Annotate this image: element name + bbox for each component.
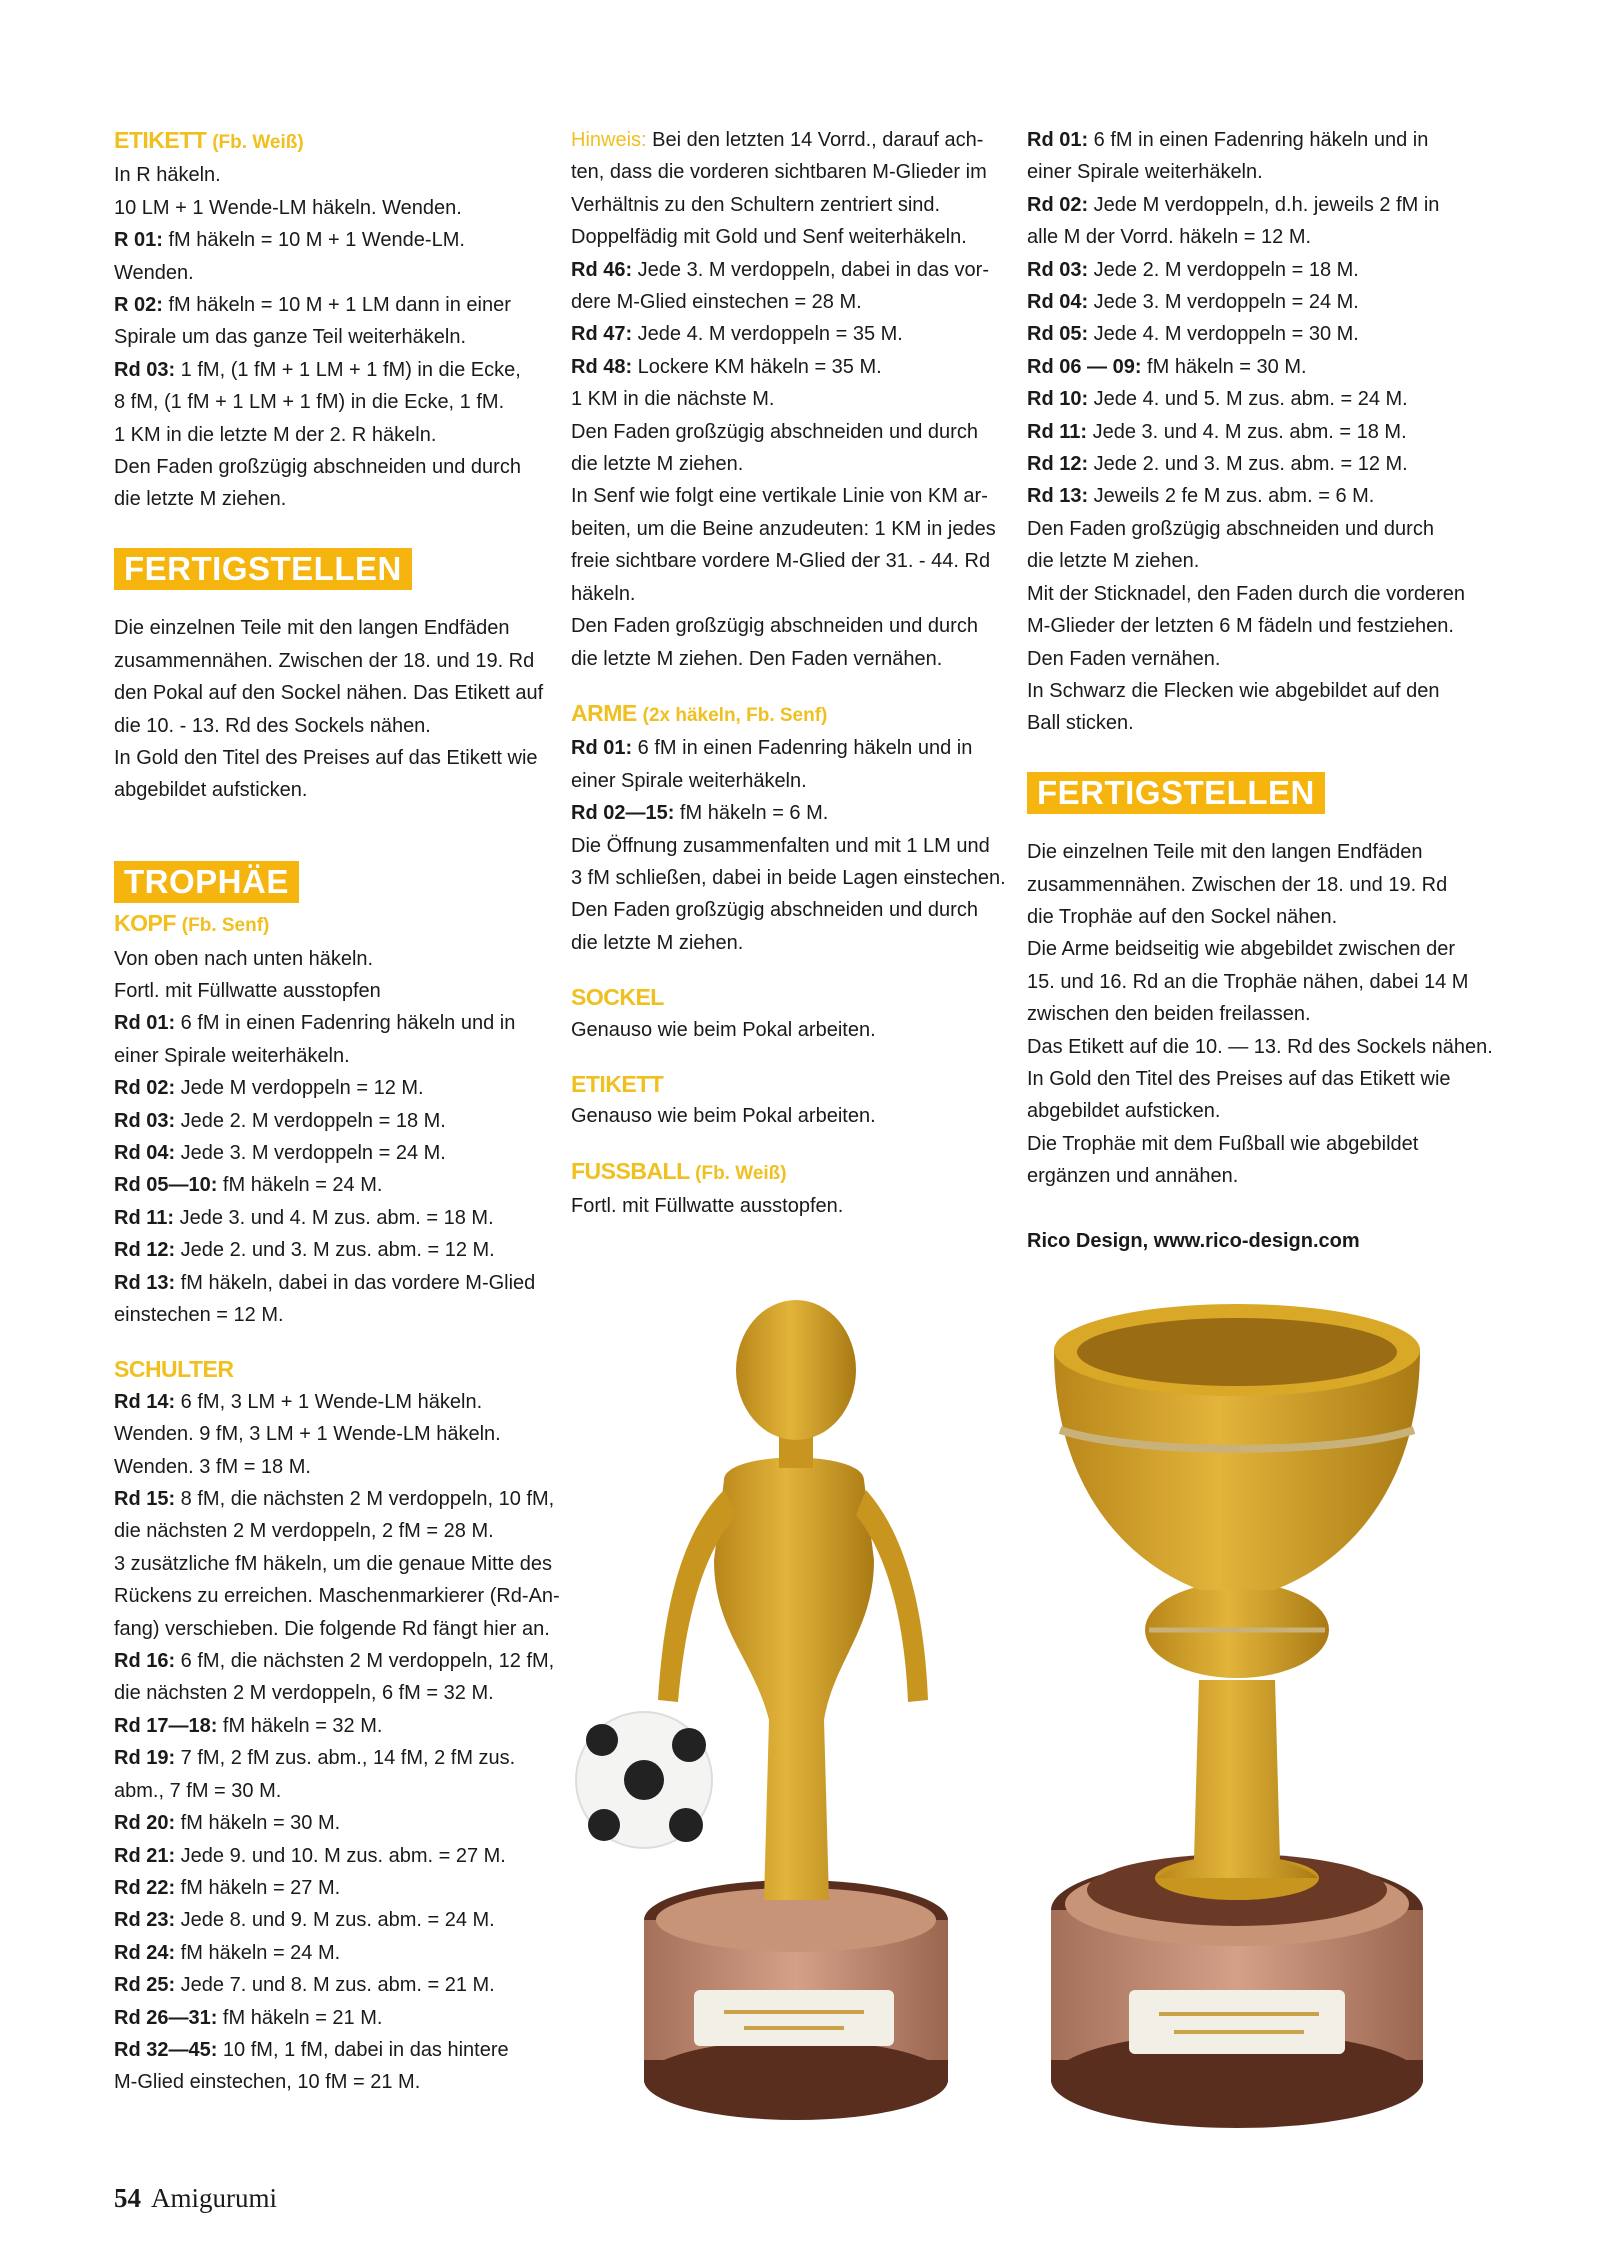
instruction-text: Den Faden großzügig abschneiden und durch <box>114 456 521 479</box>
instruction-text: Jede 4. M verdoppeln = 30 M. <box>1088 323 1359 346</box>
instruction-line <box>114 1904 546 1936</box>
round-label: Rd 04: <box>1027 291 1089 314</box>
instruction-line <box>1027 156 1457 188</box>
hint-block <box>571 124 1001 675</box>
instruction-text: fM häkeln, dabei in das vordere M-Glied <box>175 1271 536 1294</box>
round-label: Rd 06 — 09: <box>1027 355 1142 378</box>
round-label: Rd 02: <box>1027 193 1089 216</box>
instruction-line <box>571 351 1001 383</box>
instruction-text: Die Öffnung zusammenfalten und mit 1 LM und <box>571 834 990 857</box>
magazine-name: Amigurumi <box>151 2183 277 2213</box>
instruction-text: Ball sticken. <box>1027 712 1134 735</box>
round-label: Rd 26—31: <box>114 2006 218 2029</box>
round-label: Rd 13: <box>114 1271 176 1294</box>
instruction-line <box>571 545 1001 577</box>
instruction-line <box>114 1613 550 1645</box>
schulter-instructions <box>114 1386 560 2099</box>
credit-line: Rico Design, www.rico-design.com <box>1027 1229 1360 1252</box>
instruction-line <box>571 286 1001 318</box>
instruction-text: Jeweils 2 fe M zus. abm. = 6 M. <box>1088 485 1375 508</box>
instruction-text: Jede 2. M verdoppeln = 18 M. <box>1088 258 1359 281</box>
instruction-line <box>114 1007 546 1039</box>
instruction-line <box>1027 480 1457 512</box>
instruction-line <box>571 189 1001 221</box>
trophy-photo <box>574 1300 1601 2140</box>
instruction-line <box>114 159 546 191</box>
instruction-text: fM häkeln = 24 M. <box>175 1941 341 1964</box>
instruction-text: 1 KM in die letzte M der 2. R häkeln. <box>114 423 437 446</box>
instruction-line <box>114 1710 546 1742</box>
instruction-text: Jede 2. und 3. M zus. abm. = 12 M. <box>175 1239 495 1262</box>
instruction-line <box>114 1742 546 1774</box>
instruction-text: Jede 4. M verdoppeln = 35 M. <box>632 323 903 346</box>
instruction-line <box>571 797 1001 829</box>
round-label: Rd 47: <box>571 323 633 346</box>
label-plate-cup <box>1129 1990 1345 2054</box>
text-line: Die Arme beidseitig wie abgebildet zwischen der <box>1027 938 1456 961</box>
round-label: Rd 20: <box>114 1812 176 1835</box>
round-label: Rd 01: <box>571 737 633 760</box>
section-title-etikett-2: ETIKETT <box>571 1070 664 1097</box>
instruction-line <box>114 1937 546 1969</box>
column-left <box>114 124 560 2099</box>
instruction-text: Mit der Sticknadel, den Faden durch die vorderen <box>1027 582 1466 605</box>
text-line: abgebildet aufsticken. <box>114 779 308 802</box>
instruction-line <box>1027 189 1457 221</box>
instruction-text: fM häkeln = 27 M. <box>175 1876 341 1899</box>
round-label: Rd 11: <box>1027 420 1088 443</box>
instruction-text: M-Glied einstechen, 10 fM = 21 M. <box>114 2071 421 2094</box>
instruction-line <box>114 1807 546 1839</box>
sockel-text: Genauso wie beim Pokal arbeiten. <box>571 1018 876 1041</box>
round-label: Rd 16: <box>114 1650 176 1673</box>
fussball-text: Fortl. mit Füllwatte ausstopfen. <box>571 1195 844 1218</box>
instruction-text: Spirale um das ganze Teil weiterhäkeln. <box>114 326 467 349</box>
instruction-text: einer Spirale weiterhäkeln. <box>1027 161 1263 184</box>
instruction-text: fM häkeln = 32 M. <box>217 1714 383 1737</box>
instruction-text: 8 fM, die nächsten 2 M verdoppeln, 10 fM, <box>175 1488 555 1511</box>
round-label: Rd 13: <box>1027 485 1089 508</box>
round-label: Rd 46: <box>571 258 633 281</box>
instruction-text: abm., 7 fM = 30 M. <box>114 1779 282 1802</box>
instruction-line <box>114 1840 546 1872</box>
page-number: 54 <box>114 2183 141 2213</box>
instruction-text: Von oben nach unten häkeln. <box>114 947 374 970</box>
instruction-line <box>1027 416 1457 448</box>
instruction-line <box>571 927 1001 959</box>
instruction-text: In R häkeln. <box>114 164 221 187</box>
instruction-text: Jede 3. und 4. M zus. abm. = 18 M. <box>174 1206 494 1229</box>
section-title-arme: ARME (2x häkeln, Fb. Senf) <box>571 699 828 726</box>
instruction-line <box>571 578 1001 610</box>
instruction-line <box>1027 610 1457 642</box>
instruction-text: fM häkeln = 10 M + 1 Wende-LM. <box>162 229 465 252</box>
arme-instructions <box>571 732 1006 959</box>
column-right <box>1027 124 1493 1257</box>
instruction-text: häkeln. <box>571 582 636 605</box>
instruction-line <box>1027 318 1457 350</box>
instruction-line <box>114 257 546 289</box>
instruction-text: Den Faden vernähen. <box>1027 647 1221 670</box>
banner-fertigstellen-2: FERTIGSTELLEN <box>1027 772 1325 814</box>
instruction-line <box>114 1234 546 1266</box>
cup-trophy <box>1051 1304 1423 2128</box>
round-label: Rd 10: <box>1027 388 1089 411</box>
figure-trophy <box>576 1300 948 2120</box>
instruction-text: Lockere KM häkeln = 35 M. <box>632 355 882 378</box>
instruction-text: In Senf wie folgt eine vertikale Linie von KM ar- <box>571 485 988 508</box>
instruction-line <box>114 1872 546 1904</box>
instruction-line <box>114 451 546 483</box>
instruction-text: Jede 3. M verdoppeln, dabei in das vor- <box>632 258 989 281</box>
instruction-line <box>1027 707 1457 739</box>
instruction-text: fM häkeln = 6 M. <box>674 802 829 825</box>
round-label: Rd 03: <box>114 358 176 381</box>
label-plate <box>694 1990 894 2046</box>
instruction-line <box>114 1969 546 2001</box>
text-line: Die einzelnen Teile mit den langen Endfäden <box>1027 841 1423 864</box>
fertigstellen-instructions <box>114 612 546 806</box>
instruction-text: 10 LM + 1 Wende-LM häkeln. Wenden. <box>114 196 462 219</box>
instruction-text: die letzte M ziehen. <box>114 488 287 511</box>
instruction-text: Bei den letzten 14 Vorrd., darauf ach- <box>646 129 984 151</box>
instruction-line <box>571 383 1001 415</box>
instruction-text: 7 fM, 2 fM zus. abm., 14 fM, 2 fM zus. <box>175 1747 516 1770</box>
instruction-line <box>1027 286 1457 318</box>
instruction-line <box>571 862 1006 894</box>
instruction-line <box>114 1386 546 1418</box>
instruction-text: 6 fM in einen Fadenring häkeln und in <box>1088 129 1429 151</box>
section-title-fussball: FUSSBALL (Fb. Weiß) <box>571 1157 787 1184</box>
instruction-line <box>114 321 546 353</box>
instruction-text: fM häkeln = 10 M + 1 LM dann in einer <box>162 294 511 317</box>
instruction-text: Rückens zu erreichen. Maschenmarkierer (Rd-An- <box>114 1585 560 1608</box>
instruction-text: fM häkeln = 30 M. <box>175 1812 341 1835</box>
instruction-text: Wenden. 9 fM, 3 LM + 1 Wende-LM häkeln. <box>114 1423 501 1446</box>
instruction-line <box>114 1299 546 1331</box>
text-line: den Pokal auf den Sockel nähen. Das Etikett auf <box>114 682 544 705</box>
instruction-line <box>571 448 1001 480</box>
round-label: Rd 02: <box>114 1077 176 1100</box>
round-label: Rd 24: <box>114 1941 176 1964</box>
instruction-line <box>114 354 546 386</box>
instruction-text: Jede 4. und 5. M zus. abm. = 24 M. <box>1088 388 1408 411</box>
instruction-line <box>114 1169 546 1201</box>
section-title-etikett: ETIKETT (Fb. Weiß) <box>114 127 304 153</box>
instruction-text: Jede 2. und 3. M zus. abm. = 12 M. <box>1088 453 1408 476</box>
soccer-ball <box>576 1712 712 1848</box>
instruction-text: 6 fM, 3 LM + 1 Wende-LM häkeln. <box>175 1390 483 1413</box>
instruction-line <box>114 192 546 224</box>
instruction-text: einer Spirale weiterhäkeln. <box>571 769 807 792</box>
text-line: abgebildet aufsticken. <box>1027 1100 1221 1123</box>
instruction-text: Jede 7. und 8. M zus. abm. = 21 M. <box>175 1974 495 1997</box>
etikett-instructions <box>114 159 546 515</box>
instruction-line <box>571 765 1001 797</box>
instruction-line <box>114 1483 555 1515</box>
instruction-line <box>114 1202 546 1234</box>
instruction-line <box>114 2002 546 2034</box>
round-label: R 02: <box>114 294 163 317</box>
instruction-text: Den Faden großzügig abschneiden und durch <box>571 420 978 443</box>
round-label: Rd 19: <box>114 1747 176 1770</box>
instruction-line <box>1027 124 1457 156</box>
round-label: Rd 01: <box>114 1012 176 1035</box>
hint-label: Hinweis: <box>571 129 647 151</box>
instruction-text: Den Faden großzügig abschneiden und durch <box>571 899 978 922</box>
text-line: In Gold den Titel des Preises auf das Etikett wie <box>1027 1067 1451 1090</box>
instruction-text: M-Glieder der letzten 6 M fädeln und festziehen. <box>1027 615 1454 638</box>
instruction-text: Jede 3. und 4. M zus. abm. = 18 M. <box>1087 420 1407 443</box>
text-line: 15. und 16. Rd an die Trophäe nähen, dabei 14 M <box>1027 970 1469 993</box>
instruction-line <box>114 419 546 451</box>
instruction-line <box>114 1645 555 1677</box>
instruction-text: einer Spirale weiterhäkeln. <box>114 1044 350 1067</box>
instruction-line <box>114 1451 546 1483</box>
instruction-line <box>1027 643 1457 675</box>
text-line: Die einzelnen Teile mit den langen Endfäden <box>114 617 510 640</box>
instruction-line <box>1027 221 1457 253</box>
instruction-text: 6 fM in einen Fadenring häkeln und in <box>175 1012 516 1035</box>
instruction-line <box>1027 448 1457 480</box>
instruction-line <box>114 1105 546 1137</box>
instruction-text: In Schwarz die Flecken wie abgebildet auf den <box>1027 679 1440 702</box>
instruction-text: Wenden. 3 fM = 18 M. <box>114 1455 311 1478</box>
instruction-line <box>114 943 546 975</box>
instruction-line <box>114 1775 546 1807</box>
round-label: Rd 23: <box>114 1909 176 1932</box>
round-label: Rd 12: <box>1027 453 1089 476</box>
instruction-text: 1 KM in die nächste M. <box>571 388 775 411</box>
instruction-line <box>114 1072 546 1104</box>
instruction-text: 3 zusätzliche fM häkeln, um die genaue Mitte des <box>114 1552 553 1575</box>
banner-fertigstellen: FERTIGSTELLEN <box>114 548 412 590</box>
round-label: Rd 22: <box>114 1876 176 1899</box>
etikett-text: Genauso wie beim Pokal arbeiten. <box>571 1105 876 1128</box>
section-title-schulter: SCHULTER <box>114 1356 234 1383</box>
banner-trophae: TROPHÄE <box>114 861 299 903</box>
section-title-kopf: KOPF (Fb. Senf) <box>114 910 270 937</box>
instruction-line <box>1027 578 1466 610</box>
instruction-text: ten, dass die vorderen sichtbaren M-Glieder im <box>571 161 987 184</box>
round-label: Rd 32—45: <box>114 2038 218 2061</box>
instruction-line <box>1027 513 1457 545</box>
fussball-instructions <box>1027 124 1466 740</box>
instruction-text: die nächsten 2 M verdoppeln, 6 fM = 32 M. <box>114 1682 494 1705</box>
instruction-line <box>571 513 1001 545</box>
instruction-text: Jede M verdoppeln = 12 M. <box>175 1077 424 1100</box>
instruction-text: die letzte M ziehen. <box>571 931 744 954</box>
instruction-text: Fortl. mit Füllwatte ausstopfen <box>114 979 381 1002</box>
instruction-text: die nächsten 2 M verdoppeln, 2 fM = 28 M. <box>114 1520 494 1543</box>
round-label: Rd 25: <box>114 1974 176 1997</box>
instruction-line <box>114 2034 546 2066</box>
instruction-text: 6 fM, die nächsten 2 M verdoppeln, 12 fM, <box>175 1650 555 1673</box>
instruction-text: 10 fM, 1 fM, dabei in das hintere <box>217 2038 509 2061</box>
instruction-line <box>114 975 546 1007</box>
fertigstellen-instructions-2 <box>1027 836 1493 1192</box>
instruction-text: Den Faden großzügig abschneiden und durch <box>571 615 978 638</box>
instruction-line <box>571 610 1001 642</box>
round-label: R 01: <box>114 229 163 252</box>
instruction-line <box>114 1515 546 1547</box>
round-label: Rd 05—10: <box>114 1174 218 1197</box>
instruction-text: Wenden. <box>114 261 194 284</box>
instruction-text: die letzte M ziehen. <box>1027 550 1200 573</box>
instruction-text: dere M-Glied einstechen = 28 M. <box>571 291 862 314</box>
instruction-line <box>571 318 1001 350</box>
instruction-text: Jede 2. M verdoppeln = 18 M. <box>175 1109 446 1132</box>
round-label: Rd 14: <box>114 1390 176 1413</box>
instruction-line <box>114 1040 546 1072</box>
text-line: die Trophäe auf den Sockel nähen. <box>1027 905 1338 928</box>
instruction-line <box>571 124 1001 156</box>
instruction-text: fM häkeln = 30 M. <box>1141 355 1307 378</box>
instruction-line <box>114 483 546 515</box>
instruction-line <box>114 1580 560 1612</box>
instruction-line <box>114 2066 546 2098</box>
instruction-text: fM häkeln = 21 M. <box>217 2006 383 2029</box>
round-label: Rd 21: <box>114 1844 176 1867</box>
instruction-line <box>571 480 1001 512</box>
instruction-text: fang) verschieben. Die folgende Rd fängt hier an. <box>114 1617 550 1640</box>
text-line: In Gold den Titel des Preises auf das Etikett wie <box>114 746 538 769</box>
instruction-text: Jede M verdoppeln, d.h. jeweils 2 fM in <box>1088 193 1440 216</box>
instruction-line <box>114 1137 546 1169</box>
instruction-text: einstechen = 12 M. <box>114 1304 284 1326</box>
round-label: Rd 04: <box>114 1141 176 1164</box>
instruction-text: Jede 3. M verdoppeln = 24 M. <box>175 1141 446 1164</box>
round-label: Rd 02—15: <box>571 802 675 825</box>
instruction-line <box>1027 545 1457 577</box>
instruction-text: Jede 9. und 10. M zus. abm. = 27 M. <box>175 1844 506 1867</box>
instruction-line <box>571 416 1001 448</box>
text-line: Die Trophäe mit dem Fußball wie abgebildet <box>1027 1132 1419 1155</box>
instruction-line <box>571 830 1001 862</box>
instruction-line <box>571 732 1001 764</box>
instruction-line <box>1027 383 1457 415</box>
instruction-text: Doppelfädig mit Gold und Senf weiterhäkeln. <box>571 226 967 249</box>
round-label: Rd 03: <box>114 1109 176 1132</box>
text-line: zusammennähen. Zwischen der 18. und 19. Rd <box>114 649 535 672</box>
instruction-line <box>571 221 1001 253</box>
instruction-line <box>114 386 546 418</box>
instruction-line <box>571 254 1001 286</box>
round-label: Rd 01: <box>1027 129 1089 151</box>
instruction-text: 8 fM, (1 fM + 1 LM + 1 fM) in die Ecke, 1 fM. <box>114 391 505 414</box>
text-line: Das Etikett auf die 10. — 13. Rd des Sockels nähen. <box>1027 1035 1493 1058</box>
text-line: ergänzen und annähen. <box>1027 1165 1239 1188</box>
instruction-text: fM häkeln = 24 M. <box>217 1174 383 1197</box>
kopf-instructions <box>114 943 546 1332</box>
text-line: zusammennähen. Zwischen der 18. und 19. Rd <box>1027 873 1448 896</box>
instruction-text: beiten, um die Beine anzudeuten: 1 KM in jedes <box>571 517 996 540</box>
text-line: die 10. - 13. Rd des Sockels nähen. <box>114 714 431 737</box>
instruction-line <box>114 289 546 321</box>
instruction-text: freie sichtbare vordere M-Glied der 31. - 44. Rd <box>571 550 991 573</box>
instruction-text: 3 fM schließen, dabei in beide Lagen einstechen. <box>571 866 1006 889</box>
round-label: Rd 12: <box>114 1239 176 1262</box>
instruction-line <box>114 1677 546 1709</box>
round-label: Rd 48: <box>571 355 633 378</box>
round-label: Rd 11: <box>114 1206 175 1229</box>
instruction-line <box>114 1548 553 1580</box>
page-footer <box>114 2183 277 2214</box>
section-title-sockel: SOCKEL <box>571 984 664 1011</box>
round-label: Rd 15: <box>114 1488 176 1511</box>
instruction-text: die letzte M ziehen. <box>571 453 744 476</box>
instruction-line <box>571 643 1001 675</box>
round-label: Rd 05: <box>1027 323 1089 346</box>
instruction-text: 6 fM in einen Fadenring häkeln und in <box>632 737 973 760</box>
instruction-text: alle M der Vorrd. häkeln = 12 M. <box>1027 226 1312 249</box>
instruction-text: Den Faden großzügig abschneiden und durch <box>1027 517 1434 540</box>
instruction-line <box>1027 675 1457 707</box>
instruction-line <box>114 1418 546 1450</box>
instruction-text: Verhältnis zu den Schultern zentriert sind. <box>571 193 941 216</box>
column-middle <box>571 124 1006 1223</box>
round-label: Rd 03: <box>1027 258 1089 281</box>
instruction-text: 1 fM, (1 fM + 1 LM + 1 fM) in die Ecke, <box>175 358 521 381</box>
instruction-text: Jede 8. und 9. M zus. abm. = 24 M. <box>175 1909 495 1932</box>
instruction-line <box>114 1267 546 1299</box>
instruction-text: Jede 3. M verdoppeln = 24 M. <box>1088 291 1359 314</box>
instruction-line <box>1027 351 1457 383</box>
instruction-line <box>1027 254 1457 286</box>
round-label: Rd 17—18: <box>114 1714 218 1737</box>
instruction-line <box>571 156 1001 188</box>
instruction-line <box>114 224 546 256</box>
instruction-text: die letzte M ziehen. Den Faden vernähen. <box>571 647 943 670</box>
text-line: zwischen den beiden freilassen. <box>1027 1003 1311 1026</box>
instruction-line <box>571 894 1001 926</box>
